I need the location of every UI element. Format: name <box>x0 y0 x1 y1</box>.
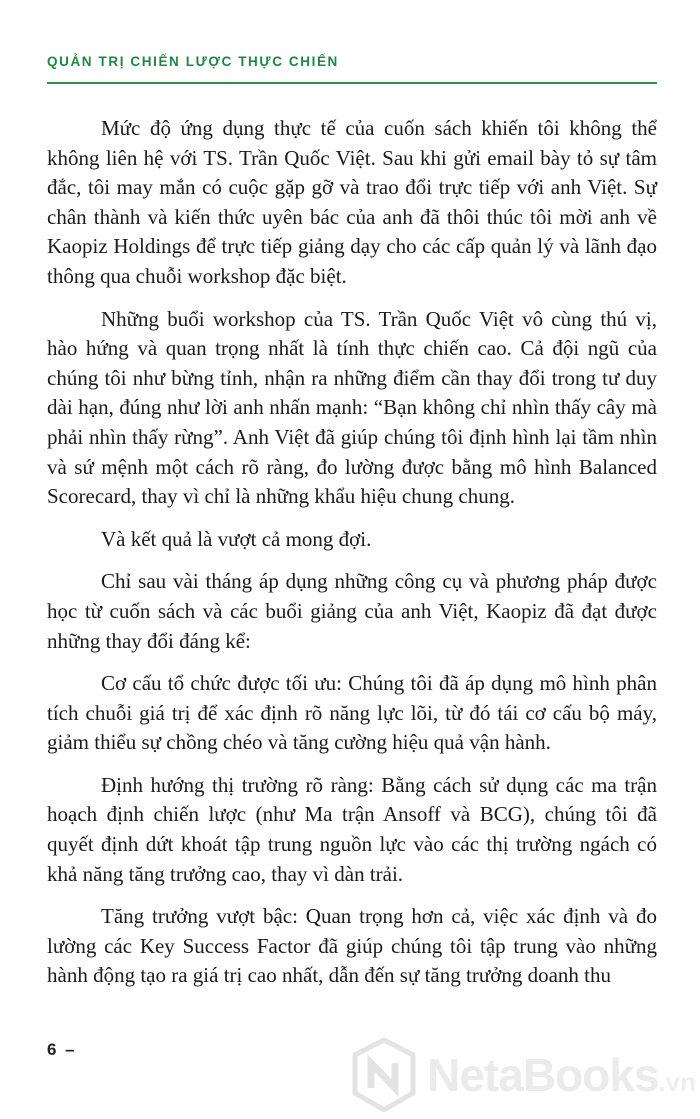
running-head-title: QUẢN TRỊ CHIẾN LƯỢC THỰC CHIẾN <box>47 54 339 69</box>
body-text-block <box>47 114 657 1004</box>
paragraph: Chỉ sau vài tháng áp dụng những công cụ và phương pháp được học từ cuốn sách và các buổi giảng của anh Việt, Kaopiz đã đạt được những thay đổi đáng kể: <box>47 569 657 653</box>
watermark-domain: .vn <box>658 1067 696 1097</box>
paragraph: Những buổi workshop của TS. Trần Quốc Việt vô cùng thú vị, hào hứng và quan trọng nhất là tính thực chiến cao. Cả đội ngũ của chúng tôi như bừng tỉnh, nhận ra những điểm cần thay đổi trong tư duy dài hạn, đúng như lời anh nhấn mạnh: “Bạn không chỉ nhìn thấy cây mà phải nhìn thấy rừng”. Anh Việt đã giúp chúng tôi định hình lại tầm nhìn và sứ mệnh một cách rõ ràng, đo lường được bằng mô hình Balanced Scorecard, thay vì chỉ là những khẩu hiệu chung chung. <box>47 306 657 509</box>
netabooks-hexagon-n-icon <box>347 1036 421 1114</box>
paragraph: Mức độ ứng dụng thực tế của cuốn sách khiến tôi không thể không liên hệ với TS. Trần Quốc Việt. Sau khi gửi email bày tỏ sự tâm đắc, tôi may mắn có cuộc gặp gỡ và trao đổi trực tiếp với anh Việt. Sự chân thành và kiến thức uyên bác của anh đã thôi thúc tôi mời anh về Kaopiz Holdings để trực tiếp giảng dạy cho các cấp quản lý và lãnh đạo thông qua chuỗi workshop đặc biệt. <box>47 116 657 288</box>
header-rule-divider <box>47 82 657 84</box>
paragraph: Cơ cấu tổ chức được tối ưu: Chúng tôi đã áp dụng mô hình phân tích chuỗi giá trị để xác định rõ năng lực lõi, từ đó tái cơ cấu bộ máy, giảm thiểu sự chồng chéo và tăng cường hiệu quả vận hành. <box>47 671 657 755</box>
watermark-brand: NetaBooks <box>427 1049 659 1101</box>
paragraph: Tăng trưởng vượt bậc: Quan trọng hơn cả, việc xác định và đo lường các Key Success Factor đã giúp chúng tôi tập trung vào những hành động tạo ra giá trị cao nhất, dẫn đến sự tăng trưởng doanh thu <box>47 904 657 988</box>
paragraph: Định hướng thị trường rõ ràng: Bằng cách sử dụng các ma trận hoạch định chiến lược (như Ma trận Ansoff và BCG), chúng tôi đã quyết định dứt khoát tập trung nguồn lực vào các thị trường ngách có khả năng tăng trưởng cao, thay vì dàn trải. <box>47 772 657 886</box>
page-header <box>47 54 657 84</box>
watermark-text <box>427 1049 696 1101</box>
paragraph: Và kết quả là vượt cả mong đợi. <box>101 526 372 551</box>
watermark <box>347 1036 696 1114</box>
page-number: 6 – <box>47 1040 77 1059</box>
